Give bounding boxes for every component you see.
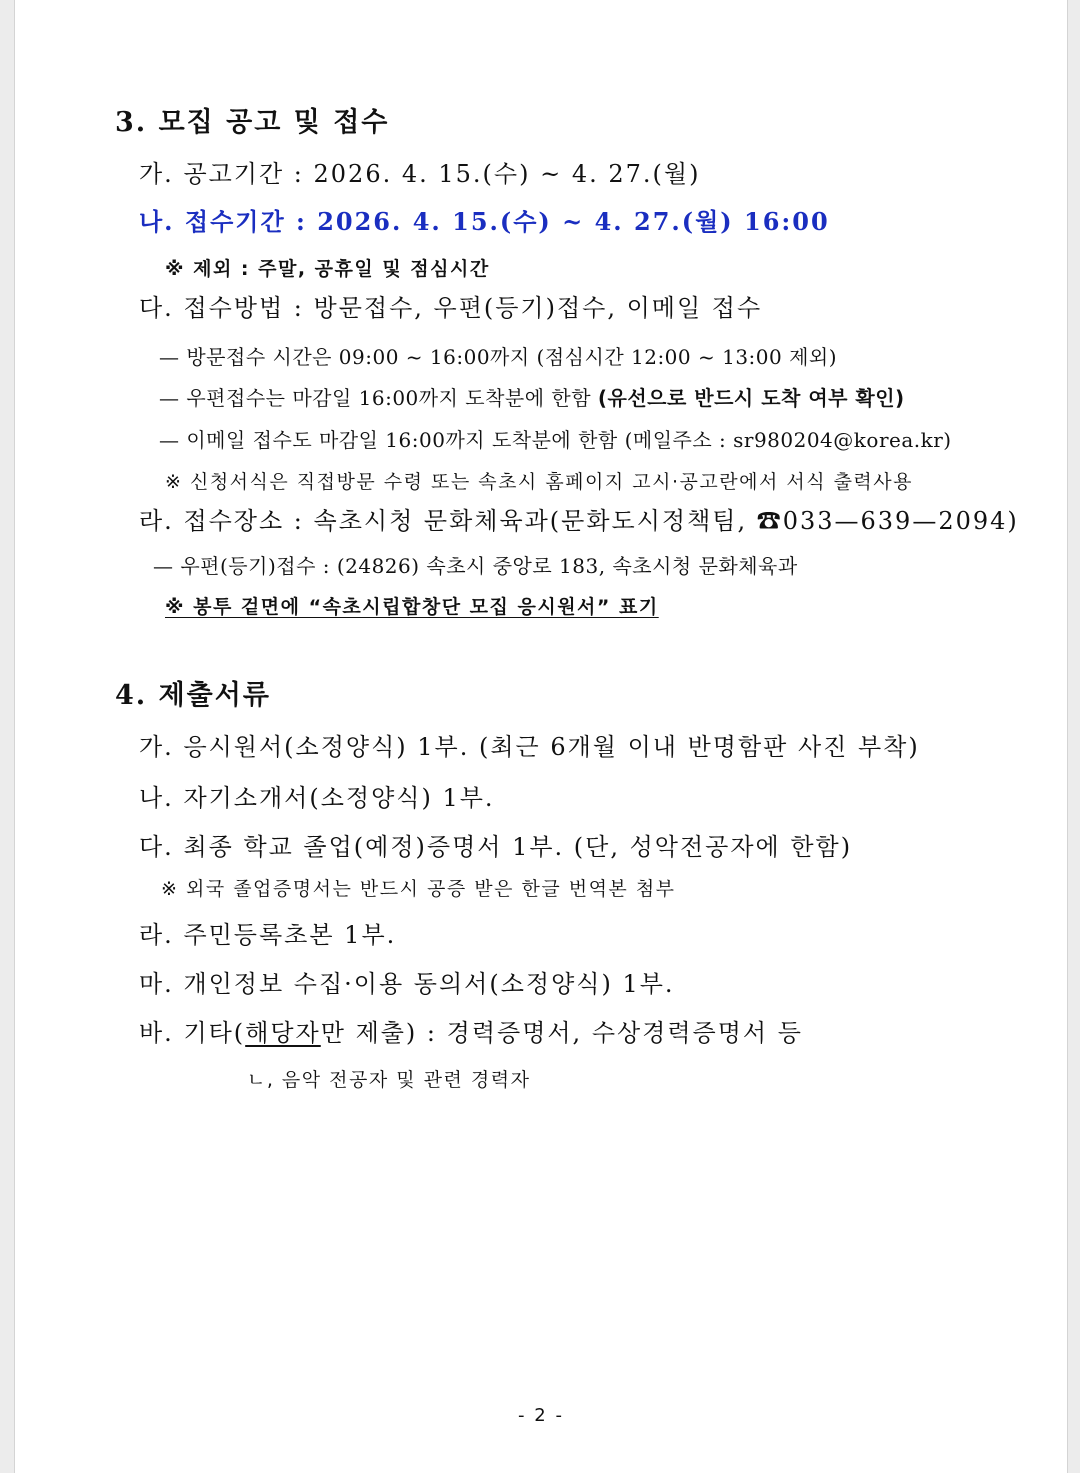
section3-exclusion-note: ※ 제외 : 주말, 공휴일 및 점심시간 (165, 258, 490, 280)
section4-music-major-note: ㄴ, 음악 전공자 및 관련 경력자 (247, 1069, 531, 1091)
page-number: - 2 - (518, 1405, 564, 1426)
section4-resident-registration: 라. 주민등록초본 1부. (139, 921, 397, 949)
section3-mail-deadline (159, 388, 905, 408)
section3-form-note: ※ 신청서식은 직접방문 수령 또는 속초시 홈페이지 고시·공고란에서 서식 출력사용 (165, 471, 913, 493)
section3-envelope-note: ※ 봉투 겉면에 “속초시립합창단 모집 응시원서” 표기 (165, 596, 659, 618)
other-documents-suffix: 만 제출) : 경력증명서, 수상경력증명서 등 (320, 1019, 803, 1047)
section4-privacy-consent: 마. 개인정보 수집·이용 동의서(소정양식) 1부. (139, 970, 675, 998)
section3-posting-period: 가. 공고기간 : 2026. 4. 15.(수) ~ 4. 27.(월) (139, 160, 701, 188)
section3-postal-address: — 우편(등기)접수 : (24826) 속초시 중앙로 183, 속초시청 문화체육과 (153, 554, 798, 578)
section3-application-place: 라. 접수장소 : 속초시청 문화체육과(문화도시정책팀, ☎033—639—2094) (139, 507, 1019, 535)
section3-visit-hours: — 방문접수 시간은 09:00 ~ 16:00까지 (점심시간 12:00 ~ 13:00 제외) (159, 345, 838, 369)
section4-foreign-certificate-note: ※ 외국 졸업증명서는 반드시 공증 받은 한글 번역본 첨부 (161, 878, 676, 900)
section4-other-documents (139, 1021, 803, 1045)
other-documents-prefix: 바. 기타( (139, 1019, 246, 1047)
section3-application-period: 나. 접수기간 : 2026. 4. 15.(수) ~ 4. 27.(월) 16:00 (139, 207, 830, 236)
other-documents-underlined: 해당자 (245, 1019, 321, 1047)
document-page (14, 0, 1068, 1473)
section3-heading: 3. 모집 공고 및 접수 (115, 107, 390, 138)
section3-email-deadline: — 이메일 접수도 마감일 16:00까지 도착분에 한함 (메일주소 : sr980204@korea.kr) (159, 428, 952, 452)
section3-application-method: 다. 접수방법 : 방문접수, 우편(등기)접수, 이메일 접수 (139, 294, 763, 322)
mail-confirm-note: (유선으로 반드시 도착 여부 확인) (597, 386, 905, 410)
section4-heading: 4. 제출서류 (115, 680, 271, 711)
section4-application-form: 가. 응시원서(소정양식) 1부. (최근 6개월 이내 반명함판 사진 부착) (139, 733, 920, 761)
section4-self-introduction: 나. 자기소개서(소정양식) 1부. (139, 784, 495, 812)
mail-deadline-text: — 우편접수는 마감일 16:00까지 도착분에 한함 (159, 386, 598, 410)
section4-graduation-certificate: 다. 최종 학교 졸업(예정)증명서 1부. (단, 성악전공자에 한함) (139, 833, 853, 861)
